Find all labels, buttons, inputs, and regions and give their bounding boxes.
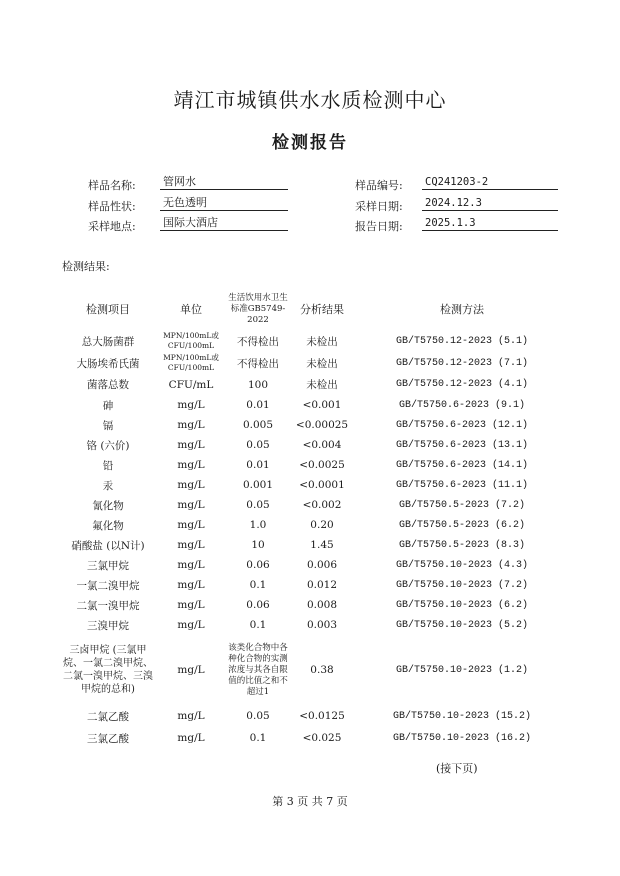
- row-standard: 不得检出: [237, 357, 279, 370]
- row-item: 硝酸盐 (以N计): [71, 539, 145, 552]
- row-item: 二氯乙酸: [87, 710, 129, 723]
- row-item: 镉: [102, 419, 114, 432]
- sample-appearance-label: 样品性状:: [88, 200, 136, 213]
- row-result: <0.00025: [295, 419, 349, 431]
- report-date-label: 报告日期:: [355, 220, 403, 233]
- row-unit: mg/L: [177, 710, 205, 722]
- row-method: GB/T5750.12-2023 (5.1): [395, 335, 529, 347]
- row-method: GB/T5750.5-2023 (6.2): [398, 519, 526, 531]
- row-item: 二氯一溴甲烷: [76, 599, 140, 612]
- table-row: [60, 575, 570, 595]
- row-standard: 不得检出: [237, 335, 279, 348]
- row-result: 未检出: [306, 335, 338, 348]
- row-unit: mg/L: [177, 619, 205, 631]
- row-result: 0.008: [306, 599, 338, 611]
- row-result: 未检出: [306, 379, 338, 391]
- sampling-site-label: 采样地点:: [88, 220, 136, 233]
- row-unit: mg/L: [177, 599, 205, 611]
- row-unit: mg/L: [177, 439, 205, 451]
- row-result: <0.001: [302, 399, 342, 411]
- results-label: 检测结果:: [62, 260, 110, 273]
- row-item: 铅: [102, 459, 114, 472]
- row-item: 汞: [102, 479, 114, 492]
- row-method: GB/T5750.10-2023 (1.2): [395, 664, 529, 676]
- table-row: [60, 495, 570, 515]
- row-result: 0.012: [306, 579, 338, 591]
- results-table: [60, 288, 570, 749]
- row-method: GB/T5750.10-2023 (7.2): [395, 579, 529, 591]
- row-item: 三卤甲烷 (三氯甲烷、一氯二溴甲烷、二氯一溴甲烷、三溴甲烷的总和): [63, 645, 153, 695]
- table-row: [60, 395, 570, 415]
- row-method: GB/T5750.6-2023 (11.1): [395, 479, 529, 491]
- row-unit: mg/L: [177, 664, 205, 676]
- row-result: <0.002: [302, 499, 342, 511]
- sampling-date-value: 2024.12.3: [422, 196, 558, 211]
- report-title: 检测报告: [272, 133, 348, 153]
- row-method: GB/T5750.10-2023 (4.3): [395, 559, 529, 571]
- row-item: 三氯甲烷: [87, 559, 129, 572]
- row-unit: MPN/100mL或CFU/100mL: [163, 331, 219, 350]
- sampling-site-value: 国际大酒店: [160, 216, 288, 231]
- table-row: [60, 475, 570, 495]
- table-header-row: [60, 288, 570, 330]
- row-unit: mg/L: [177, 459, 205, 471]
- row-method: GB/T5750.12-2023 (7.1): [395, 357, 529, 369]
- sample-name-label: 样品名称:: [88, 179, 136, 192]
- row-standard: 100: [247, 378, 269, 391]
- sample-appearance-value: 无色透明: [160, 196, 288, 211]
- row-item: 三氯乙酸: [87, 732, 129, 745]
- row-standard: 0.1: [249, 619, 267, 631]
- header-unit: 单位: [180, 303, 202, 316]
- row-result: <0.004: [302, 439, 342, 451]
- row-item: 铬 (六价): [86, 439, 130, 452]
- row-standard: 0.06: [246, 599, 270, 611]
- row-method: GB/T5750.10-2023 (6.2): [395, 599, 529, 611]
- row-method: GB/T5750.12-2023 (4.1): [395, 379, 529, 390]
- row-unit: mg/L: [177, 539, 205, 551]
- row-standard: 0.06: [246, 559, 270, 571]
- row-unit: mg/L: [177, 399, 205, 411]
- row-item: 砷: [102, 399, 114, 412]
- table-row: [60, 455, 570, 475]
- row-unit: mg/L: [177, 479, 205, 491]
- row-method: GB/T5750.6-2023 (14.1): [395, 459, 529, 471]
- row-unit: mg/L: [177, 419, 205, 431]
- row-standard: 该类化合物中各种化合物的实测浓度与其各自限值的比值之和不超过1: [228, 642, 288, 697]
- table-row: [60, 727, 570, 749]
- row-unit: MPN/100mL或CFU/100mL: [163, 353, 219, 372]
- row-result: <0.0125: [299, 710, 345, 722]
- row-standard: 0.005: [242, 419, 274, 431]
- header-method: 检测方法: [440, 303, 484, 316]
- table-row: [60, 535, 570, 555]
- continuation-note: (接下页): [436, 762, 478, 775]
- header-result: 分析结果: [300, 303, 344, 316]
- row-method: GB/T5750.6-2023 (13.1): [395, 439, 529, 451]
- row-unit: mg/L: [177, 732, 205, 744]
- row-method: GB/T5750.10-2023 (5.2): [395, 619, 529, 631]
- header-standard: 生活饮用水卫生标准GB5749-2022: [228, 292, 288, 325]
- table-row: [60, 352, 570, 374]
- row-item: 三溴甲烷: [87, 619, 129, 632]
- row-result: <0.025: [302, 732, 342, 744]
- table-row: [60, 555, 570, 575]
- row-unit: mg/L: [177, 559, 205, 571]
- page-number: 第 3 页 共 7 页: [272, 795, 348, 808]
- row-result: 0.006: [306, 559, 338, 571]
- row-standard: 0.1: [249, 732, 267, 744]
- row-method: GB/T5750.5-2023 (8.3): [398, 539, 526, 551]
- report-date-value: 2025.1.3: [422, 216, 558, 231]
- row-method: GB/T5750.5-2023 (7.2): [398, 499, 526, 511]
- row-standard: 0.05: [246, 710, 270, 722]
- table-row: [60, 374, 570, 395]
- row-item: 总大肠菌群: [81, 335, 135, 348]
- row-standard: 0.05: [246, 439, 270, 451]
- row-result: 0.38: [310, 664, 334, 676]
- row-item: 菌落总数: [87, 379, 129, 391]
- row-method: GB/T5750.6-2023 (9.1): [398, 399, 526, 411]
- table-row: [60, 330, 570, 352]
- table-row: [60, 515, 570, 535]
- row-standard: 0.01: [246, 399, 270, 411]
- row-unit: mg/L: [177, 519, 205, 531]
- row-unit: CFU/mL: [168, 378, 214, 391]
- sample-name-value: 管网水: [160, 175, 288, 190]
- row-method: GB/T5750.10-2023 (16.2): [392, 732, 532, 744]
- row-result: <0.0001: [299, 479, 345, 491]
- row-item: 氟化物: [92, 519, 124, 532]
- row-standard: 0.01: [246, 459, 270, 471]
- row-item: 一氯二溴甲烷: [76, 579, 140, 592]
- table-row: [60, 415, 570, 435]
- sample-number-value: CQ241203-2: [422, 175, 558, 190]
- row-result: 0.20: [310, 519, 334, 531]
- row-result: <0.0025: [299, 459, 345, 471]
- sampling-date-label: 采样日期:: [355, 200, 403, 213]
- row-unit: mg/L: [177, 499, 205, 511]
- organization-name: 靖江市城镇供水水质检测中心: [173, 88, 447, 112]
- row-standard: 0.1: [249, 579, 267, 591]
- row-standard: 1.0: [249, 519, 267, 531]
- row-standard: 0.05: [246, 499, 270, 511]
- row-standard: 0.001: [242, 479, 274, 491]
- sample-number-label: 样品编号:: [355, 179, 403, 192]
- header-item: 检测项目: [86, 303, 130, 316]
- row-standard: 10: [251, 539, 265, 551]
- table-row: [60, 635, 570, 705]
- table-row: [60, 705, 570, 727]
- row-result: 未检出: [306, 357, 338, 370]
- table-row: [60, 615, 570, 635]
- table-row: [60, 595, 570, 615]
- table-row: [60, 435, 570, 455]
- row-unit: mg/L: [177, 579, 205, 591]
- row-method: GB/T5750.10-2023 (15.2): [392, 710, 532, 722]
- row-result: 1.45: [310, 539, 334, 551]
- row-item: 大肠埃希氏菌: [76, 357, 140, 370]
- row-item: 氰化物: [92, 499, 124, 512]
- row-method: GB/T5750.6-2023 (12.1): [395, 419, 529, 431]
- row-result: 0.003: [306, 619, 338, 631]
